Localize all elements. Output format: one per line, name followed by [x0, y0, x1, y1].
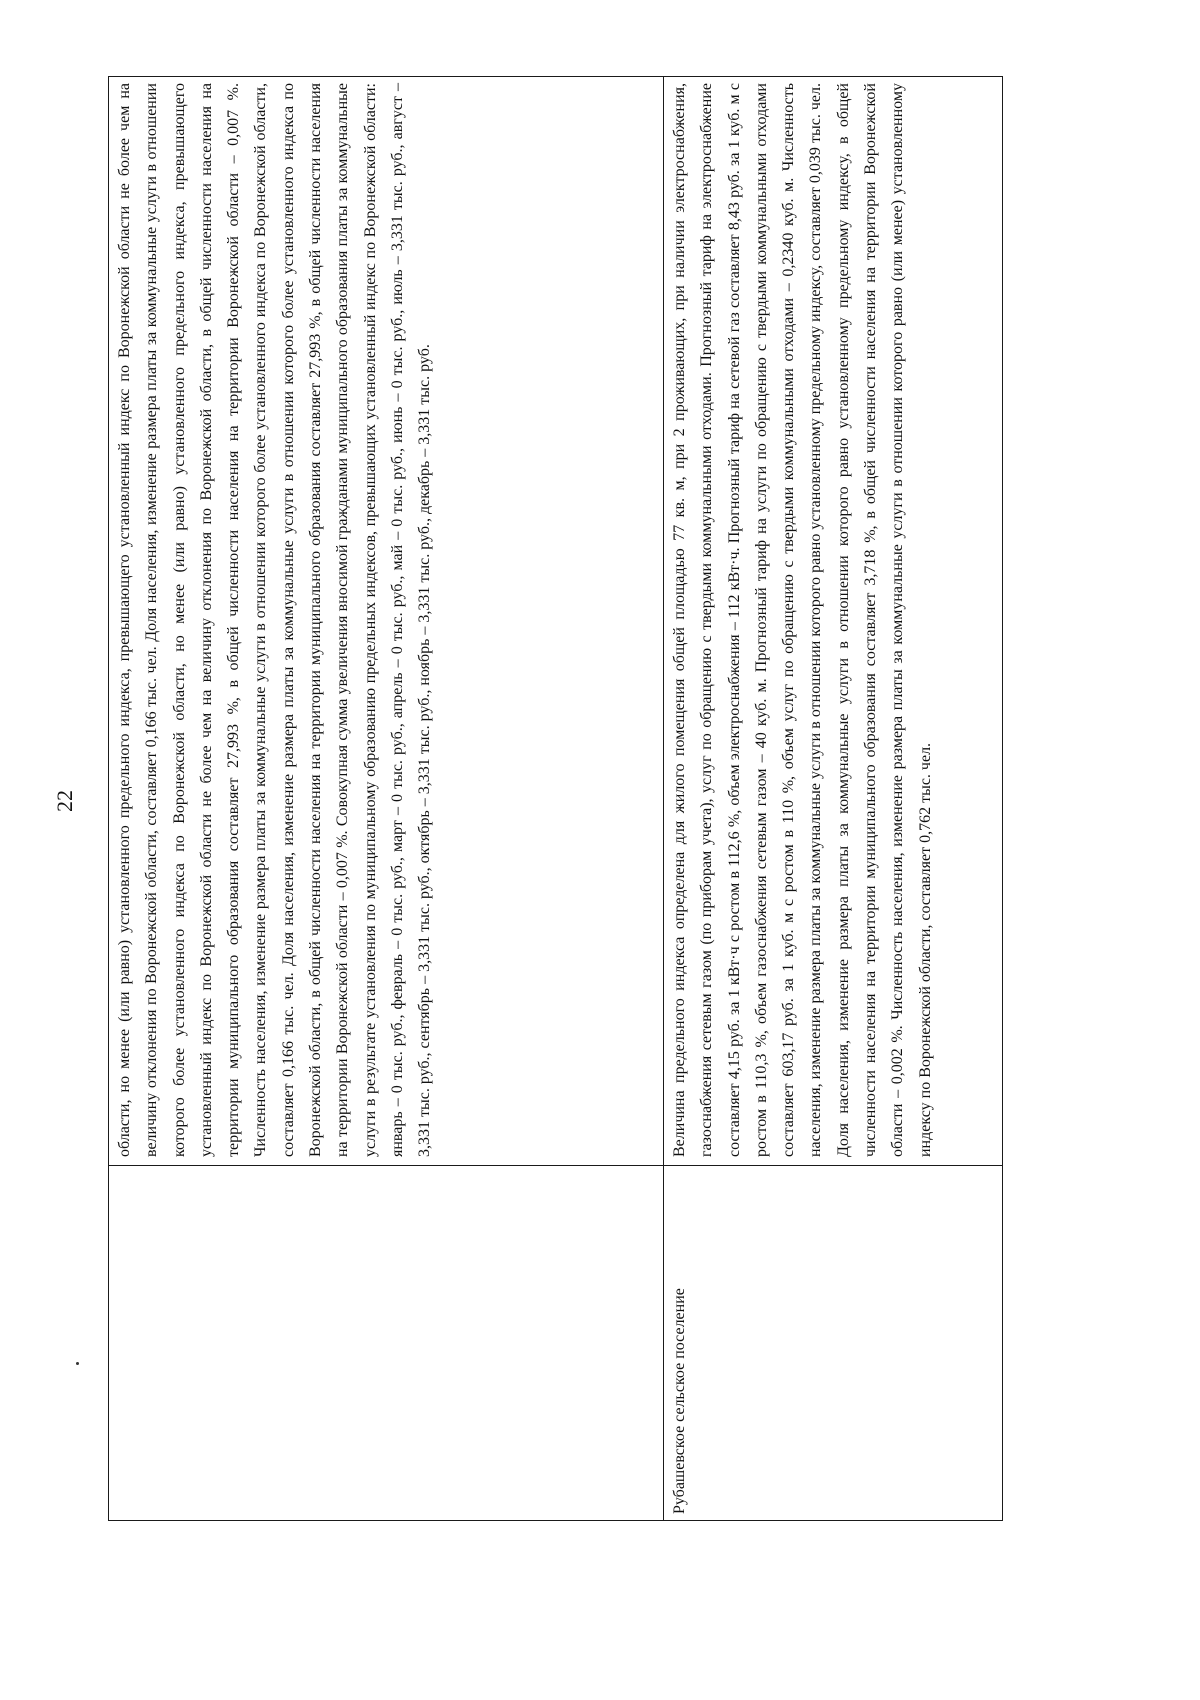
table-row-1-name-cell: [109, 1165, 664, 1520]
table-row-2-name-cell: Рубашевское сельское поселение: [664, 1165, 1003, 1520]
table-row-1-text-cell: области, но менее (или равно) установленного предельного индекса, превышающего установленный индекс по Воронежской области не более чем на величину отклонения по Воронежской области, составляет 0,166 тыс. чел. Доля населения, изменение размера платы за коммунальные услуги в отношении которого более установленного индекса по Воронежской области, но менее (или равно) установленного предельного индекса, превышающего установленный индекс по Воронежской области не более чем на величину отклонения по Воронежской области, в общей численности населения на территории муниципального образования составляет 27,993 %, в общей численности населения на территории Воронежской области – 0,007 %. Численность населения, изменение размера платы за коммунальные услуги в отношении которого более установленного индекса по Воронежской области, составляет 0,166 тыс. чел. Доля населения, изменение размера платы за коммунальные услуги в отношении которого более установленного индекса по Воронежской области, в общей численности населения на территории муниципального образования составляет 27,993 %, в общей численности населения на территории Воронежской области – 0,007 %. Совокупная сумма увеличения вносимой гражданами муниципального образования платы за коммунальные услуги в результате установления по муниципальному образованию предельных индексов, превышающих установленный индекс по Воронежской области: январь – 0 тыс. руб., февраль – 0 тыс. руб., март – 0 тыс. руб., апрель – 0 тыс. руб., май – 0 тыс. руб., июнь – 0 тыс. руб., июль – 3,331 тыс. руб., август – 3,331 тыс. руб., сентябрь – 3,331 тыс. руб., октябрь – 3,331 тыс. руб., ноябрь – 3,331 тыс. руб., декабрь – 3,331 тыс. руб.: [109, 76, 664, 1165]
table-row-2-text-cell: Величина предельного индекса определена для жилого помещения общей площадью 77 кв. м, при 2 проживающих, при наличии электроснабжения, газоснабжения сетевым газом (по приборам учета), услуг по обращению с твердыми коммунальными отходами. Прогнозный тариф на электроснабжение составляет 4,15 руб. за 1 кВт·ч с ростом в 112,6 %, объем электроснабжения – 112 кВт·ч. Прогнозный тариф на сетевой газ составляет 8,43 руб. за 1 куб. м с ростом в 110,3 %, объем газоснабжения сетевым газом – 40 куб. м. Прогнозный тариф на услуги по обращению с твердыми коммунальными отходами составляет 603,17 руб. за 1 куб. м с ростом в 110 %, объем услуг по обращению с твердыми коммунальными отходами – 0,2340 куб. м. Численность населения, изменение размера платы за коммунальные услуги в отношении которого равно установленному предельному индексу, составляет 0,039 тыс. чел. Доля населения, изменение размера платы за коммунальные услуги в отношении которого равно установленному предельному индексу, в общей численности населения на территории муниципального образования составляет 3,718 %, в общей численности населения на территории Воронежской области – 0,002 %. Численность населения, изменение размера платы за коммунальные услуги в отношении которого равно (или менее) установленному индексу по Воронежской области, составляет 0,762 тыс. чел.: [671, 83, 934, 1157]
page-number: 22: [52, 790, 77, 812]
scan-speck: [76, 1362, 79, 1365]
indices-table: [108, 76, 1003, 1521]
rotated-table-frame: [108, 76, 1003, 1521]
